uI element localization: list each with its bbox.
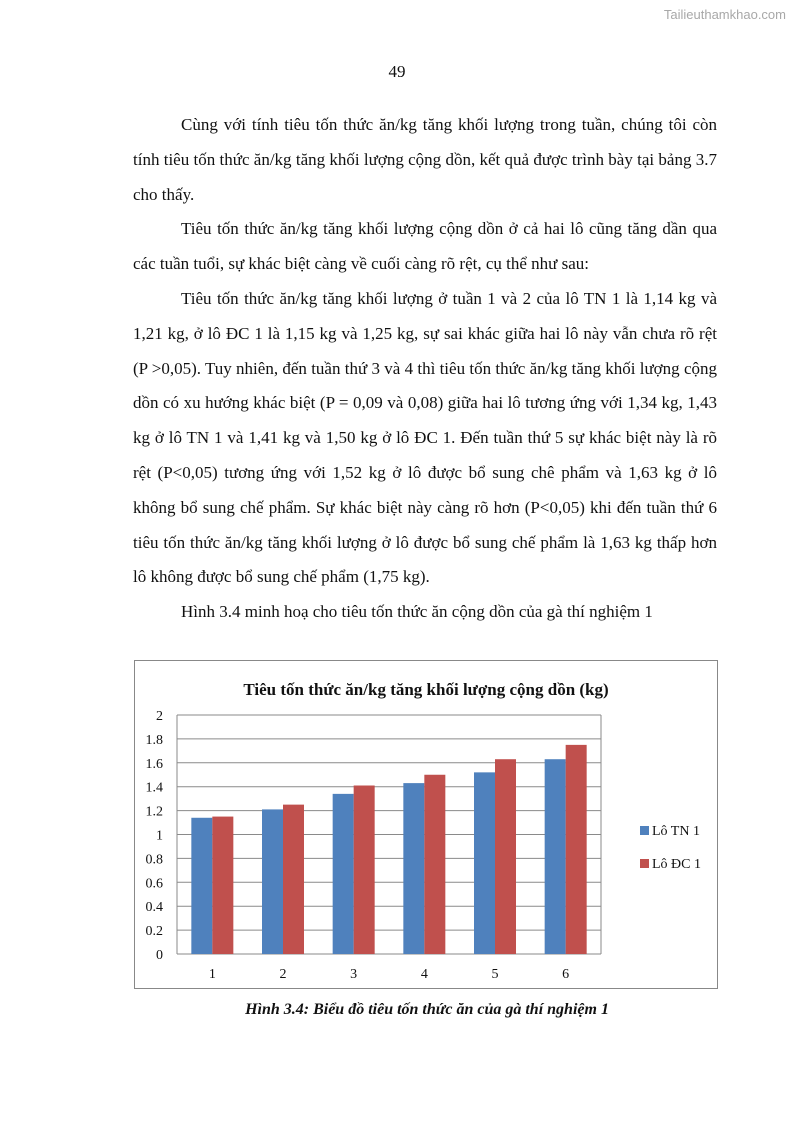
y-tick-label: 0.2: [145, 924, 163, 940]
x-tick-label: 2: [279, 967, 287, 982]
legend-swatch: [640, 859, 649, 868]
paragraph: Tiêu tốn thức ăn/kg tăng khối lượng ở tuần 1 và 2 của lô TN 1 là 1,14 kg và 1,21 kg, ở lô ĐC 1 là 1,15 kg và 1,25 kg, sự sai khác giữa hai lô này vẫn chưa rõ rệt (P >0,05). Tuy nhiên, đến tuần thứ 3 và 4 thì tiêu tốn thức ăn/kg tăng khối lượng cộng dồn có xu hướng khác biệt (P = 0,09 và 0,08) giữa hai lô tương ứng với 1,34 kg, 1,43 kg ở lô TN 1 và 1,41 kg và 1,50 kg ở lô ĐC 1. Đến tuần thứ 5 sự khác biệt này là rõ rệt (P<0,05) tương ứng với 1,52 kg ở lô được bổ sung chê phẩm và 1,63 kg ở lô không bổ sung chế phẩm. Sự khác biệt này càng rõ hơn (P<0,05) khi đến tuần thứ 6 tiêu tốn thức ăn/kg tăng khối lượng ở lô được bổ sung chế phẩm là 1,63 kg thấp hơn lô không được bổ sung chế phẩm (1,75 kg).: [133, 288, 717, 587]
y-tick-label: 1.8: [145, 732, 163, 748]
x-tick-label: 3: [350, 967, 358, 982]
y-tick-label: 0.8: [145, 852, 163, 868]
bar-dc1: [495, 759, 516, 954]
legend-label: Lô TN 1: [652, 824, 700, 839]
legend-swatch: [640, 826, 649, 835]
y-tick-label: 1.4: [145, 780, 163, 796]
bar-chart: [135, 661, 717, 988]
x-tick-label: 1: [208, 967, 216, 982]
body-text: [133, 108, 717, 630]
chart-container: [134, 660, 718, 989]
chart-title: Tiêu tốn thức ăn/kg tăng khối lượng cộng dồn (kg): [243, 680, 609, 699]
figure-caption: Hình 3.4: Biểu đồ tiêu tốn thức ăn của gà thí nghiệm 1: [245, 1001, 609, 1018]
bar-tn1: [262, 809, 283, 954]
bar-dc1: [212, 817, 233, 954]
bar-dc1: [566, 745, 587, 954]
paragraph: Tiêu tốn thức ăn/kg tăng khối lượng cộng dồn ở cả hai lô cũng tăng dần qua các tuần tuổi, sự khác biệt càng về cuối càng rõ rệt, cụ thể như sau:: [133, 219, 717, 274]
watermark: Tailieuthamkhao.com: [663, 7, 786, 22]
x-tick-label: 4: [420, 967, 428, 982]
y-tick-label: 2: [156, 709, 163, 724]
y-tick-label: 0.6: [145, 876, 163, 892]
x-tick-label: 5: [491, 967, 499, 982]
bar-dc1: [283, 805, 304, 954]
bar-tn1: [191, 818, 212, 954]
x-tick-label: 6: [562, 967, 570, 982]
page-number: 49: [388, 62, 406, 81]
bar-tn1: [474, 772, 495, 954]
paragraph: Hình 3.4 minh hoạ cho tiêu tốn thức ăn cộng dồn của gà thí nghiệm 1: [181, 602, 653, 622]
y-tick-label: 1.2: [145, 804, 163, 820]
paragraph: Cùng với tính tiêu tốn thức ăn/kg tăng khối lượng trong tuần, chúng tôi còn tính tiêu tốn thức ăn/kg tăng khối lượng cộng dồn, kết quả được trình bày tại bảng 3.7 cho thấy.: [133, 115, 717, 204]
y-tick-label: 0.4: [145, 900, 163, 916]
bar-dc1: [424, 775, 445, 954]
y-tick-label: 0: [156, 948, 163, 963]
bar-tn1: [545, 759, 566, 954]
y-tick-label: 1.6: [145, 756, 163, 772]
bar-tn1: [333, 794, 354, 954]
bar-dc1: [354, 786, 375, 954]
y-tick-label: 1: [156, 828, 163, 844]
bar-tn1: [403, 783, 424, 954]
legend-label: Lô ĐC 1: [652, 857, 701, 872]
